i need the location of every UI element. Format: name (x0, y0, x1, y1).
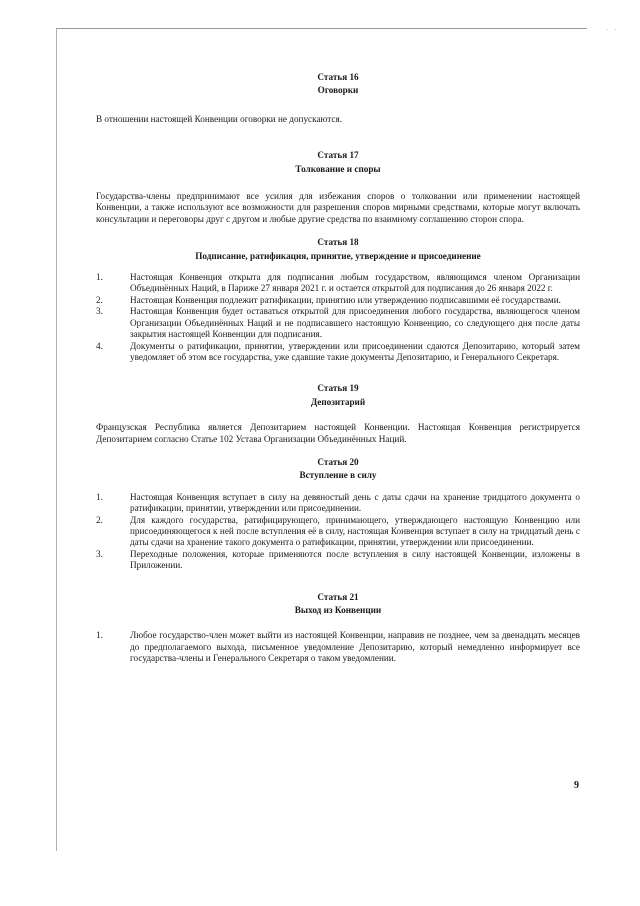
article-number: Статья 20 (317, 456, 359, 467)
item-number: 3. (96, 548, 103, 559)
article-16 (96, 72, 580, 125)
page-number: 9 (574, 780, 579, 791)
item-number: 4. (96, 340, 103, 351)
list-item (96, 295, 580, 306)
article-21 (96, 592, 580, 665)
list-item (96, 549, 580, 572)
list-item (96, 341, 580, 364)
item-text: Настоящая Конвенция открыта для подписания любым государством, являющимся членом Организации Объединённых Наций, в Париже 27 января 2021 г. и остается открытой для подписания до 26 января 2022 г. (130, 272, 580, 294)
article-number: Статья 16 (317, 72, 359, 82)
list-item (96, 630, 580, 664)
item-number: 1. (96, 272, 103, 283)
article-title: Выход из Конвенции (294, 605, 382, 615)
item-text: Настоящая Конвенция вступает в силу на девяностый день с даты сдачи на хранение тридцатого документа о ратификации, принятии, утверждении или присоединении. (130, 491, 580, 514)
scan-specks: · · (606, 26, 619, 34)
item-number: 2. (96, 514, 103, 525)
article-body: Французская Республика является Депозитарием настоящей Конвенции. Настоящая Конвенция регистрируется Депозитарием согласно Статье 102 Устава Организации Объединённых Наций. (96, 422, 580, 444)
article-number: Статья 18 (317, 237, 359, 248)
list-item (96, 306, 580, 340)
article-title: Подписание, ратификация, принятие, утверждение и присоединение (195, 250, 481, 261)
item-number: 2. (96, 294, 103, 305)
article-title: Толкование и споры (295, 163, 381, 174)
article-title: Оговорки (317, 85, 359, 96)
item-text: Любое государство-член может выйти из настоящей Конвенции, направив не позднее, чем за двенадцать месяцев до предполагаемого выхода, письменное уведомление Депозитарию, который немедленно информирует все государства-члены и Генерального Секретаря о таком уведомлении. (130, 630, 580, 664)
list-item (96, 492, 580, 515)
article-list (96, 630, 580, 664)
article-title: Депозитарий (310, 396, 366, 407)
item-number: 3. (96, 306, 103, 317)
item-text: Настоящая Конвенция будет оставаться открытой для присоединения любого государства, являющегося членом Организации Объединённых Наций и не подписавшего настоящую Конвенцию, со следующего дня после даты закрытия настоящей Конвенции для подписания. (130, 306, 580, 340)
article-19 (96, 383, 580, 445)
article-17 (96, 150, 580, 225)
article-number: Статья 19 (317, 383, 359, 394)
document-page (96, 70, 580, 665)
article-20 (96, 457, 580, 572)
article-number: Статья 21 (317, 591, 359, 602)
article-number: Статья 17 (317, 150, 359, 161)
article-18 (96, 237, 580, 363)
item-text: Документы о ратификации, принятии, утверждении или присоединении сдаются Депозитарию, который затем уведомляет об этом все государства, уже сдавшие такие документы Депозитарию, и Генерального Секретаря. (130, 340, 580, 362)
item-text: Настоящая Конвенция подлежит ратификации, принятию или утверждению подписавшими её государствами. (130, 294, 561, 305)
article-list (96, 272, 580, 363)
item-number: 1. (96, 491, 103, 502)
article-list (96, 492, 580, 572)
article-body: В отношении настоящей Конвенции оговорки не допускаются. (96, 113, 342, 124)
item-text: Для каждого государства, ратифицирующего, принимающего, утверждающего настоящую Конвенцию или присоединяющегося к ней после вступления её в силу, настоящая Конвенция вступает в силу на тридцатый день с даты сдачи на хранение такого документа о ратификации, принятии, утверждении или присоединении. (130, 514, 580, 548)
article-body: Государства-члены предпринимают все усилия для избежания споров о толковании или применении настоящей Конвенции, а также используют все возможности для разрешения споров мирными средствами, которые могут включать консультации и переговоры друг с другом и любые другие средства по взаимному соглашению сторон спора. (96, 191, 580, 224)
item-text: Переходные положения, которые применяются после вступления в силу настоящей Конвенции, изложены в Приложении. (130, 548, 580, 571)
item-number: 1. (96, 630, 103, 641)
article-title: Вступление в силу (299, 470, 377, 481)
list-item (96, 272, 580, 295)
list-item (96, 515, 580, 549)
